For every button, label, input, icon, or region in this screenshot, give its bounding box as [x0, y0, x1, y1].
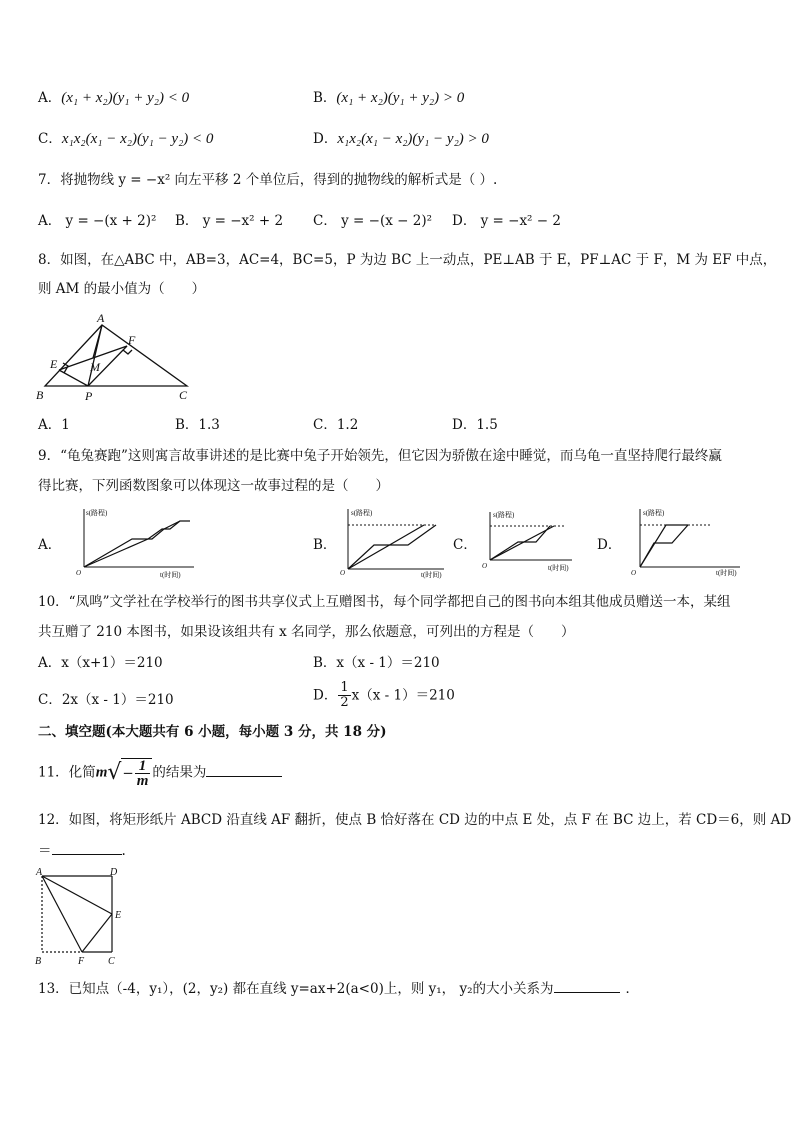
q9-line1: 9．“龟兔赛跑”这则寓言故事讲述的是比赛中兔子开始领先，但它因为骄傲在途中睡觉，而乌龟一直坚持爬行最终赢	[38, 448, 722, 464]
q6-option-a-label: A．	[38, 90, 62, 106]
q8-option-c: C．1.2	[313, 417, 359, 433]
label-e: E	[115, 910, 122, 921]
q6-option-c-expr: x₁x₂(x₁ − x₂)(y₁ − y₂) < 0	[61, 131, 214, 147]
label-f: F	[128, 333, 136, 347]
graph-a-xlabel: t(时间)	[160, 571, 181, 579]
q8-line1: 8．如图，在△ABC 中，AB=3，AC=4，BC=5，P 为边 BC 上一动点，PE⊥AB 于 E，PF⊥AC 于 F，M 为 EF 中点，	[38, 252, 777, 268]
q12-rectangle-figure	[32, 866, 132, 968]
q6-option-c	[38, 129, 213, 149]
label-e: E	[50, 357, 58, 371]
graph-c-origin: O	[482, 562, 488, 570]
q11-m: m	[95, 764, 108, 781]
q11-fraction	[135, 759, 151, 788]
q13-text: 13．已知点（-4，y₁），(2，y₂) 都在直线 y=ax+2(a<0)上，则 y₁， y₂的大小关系为	[38, 981, 554, 997]
sqrt-radicand	[121, 758, 152, 788]
q12-line2-suffix: .	[121, 843, 126, 859]
graph-d-xlabel: t(时间)	[716, 569, 737, 577]
label-d: D	[110, 867, 118, 878]
q10-option-b: B．x（x - 1）＝210	[313, 655, 440, 671]
fraction-numerator: 1	[340, 680, 349, 695]
q10-option-d	[313, 681, 455, 710]
q9-graph-a	[72, 505, 202, 580]
q8-triangle-figure	[30, 308, 200, 404]
q10-option-c: C．2x（x - 1）＝210	[38, 692, 174, 708]
q9-option-a-label: A．	[38, 537, 62, 553]
graph-b-origin: O	[340, 569, 346, 577]
q12-line2	[38, 840, 126, 861]
label-f: F	[78, 956, 85, 967]
label-m: M	[90, 360, 100, 374]
graph-d-ylabel: s(路程)	[643, 509, 665, 517]
sqrt-sign: √	[107, 760, 122, 785]
q11-answer-blank[interactable]	[206, 762, 282, 777]
q9-option-c-label: C．	[453, 537, 477, 553]
triangle-abc	[45, 325, 187, 386]
label-c: C	[108, 956, 115, 967]
right-angle-f	[123, 350, 132, 354]
q11-neg: −	[122, 765, 134, 782]
q13-answer-blank[interactable]	[554, 978, 620, 993]
q11-prefix: 11．化简	[38, 764, 96, 781]
label-b: B	[36, 388, 44, 402]
graph-c-ylabel: s(路程)	[493, 511, 515, 519]
q11	[38, 758, 282, 788]
q8-line2: 则 AM 的最小值为（ ）	[38, 281, 206, 297]
graph-a-origin: O	[76, 569, 82, 577]
q7-option-b: B． y = −x² + 2	[175, 213, 284, 229]
q11-suffix: 的结果为	[152, 764, 207, 781]
fraction-numerator: 1	[135, 759, 151, 774]
q10-option-a: A．x（x+1）＝210	[38, 655, 163, 671]
q6-option-b-expr: (x₁ + x₂)(y₁ + y₂) > 0	[336, 90, 465, 106]
fraction-denominator: m	[136, 773, 149, 789]
q7-option-a: A． y = −(x + 2)²	[38, 213, 157, 229]
segment-pe	[59, 370, 88, 386]
q6-option-d-label: D．	[313, 131, 338, 147]
graph-c-xlabel: t(时间)	[548, 564, 569, 572]
q8-option-a: A．1	[38, 417, 70, 433]
q12-answer-blank[interactable]	[52, 840, 122, 855]
q10-option-d-label: D．	[313, 687, 338, 704]
graph-d-origin: O	[631, 569, 637, 577]
q9-option-b-label: B．	[313, 537, 337, 553]
q10-line1: 10．“凤鸣”文学社在学校举行的图书共享仪式上互赠图书，每个同学都把自己的图书向本组其他成员赠送一本，某组	[38, 594, 731, 610]
q8-option-b: B．1.3	[175, 417, 220, 433]
segment-fe	[82, 914, 112, 952]
graph-a-ylabel: s(路程)	[86, 509, 108, 517]
label-b: B	[35, 956, 42, 967]
q9-graph-b	[336, 505, 451, 580]
q9-option-d-label: D．	[597, 537, 622, 553]
q7-option-d: D． y = −x² − 2	[452, 213, 561, 229]
q8-option-d: D．1.5	[452, 417, 498, 433]
q6-option-b-label: B．	[313, 90, 337, 106]
q6-option-a	[38, 88, 189, 108]
q13-end: ．	[625, 981, 640, 997]
graph-b-xlabel: t(时间)	[421, 571, 442, 579]
fraction-denominator: 2	[340, 695, 349, 710]
q9-line2: 得比赛，下列函数图象可以体现这一故事过程的是（ ）	[38, 478, 389, 494]
q10-option-d-rest: x（x - 1）＝210	[351, 687, 455, 704]
q6-option-b	[313, 88, 464, 108]
q7-option-c: C． y = −(x − 2)²	[313, 213, 432, 229]
label-p: P	[85, 389, 93, 403]
q7-stem: 7．将抛物线 y = −x² 向左平移 2 个单位后，得到的抛物线的解析式是（ ）.	[38, 172, 498, 188]
q10-line2: 共互赠了 210 本图书，如果设该组共有 x 名同学，那么依题意，可列出的方程是（ ）	[38, 624, 575, 640]
section-heading: 二、填空题(本大题共有 6 小题，每小题 3 分，共 18 分)	[38, 724, 387, 740]
q6-option-a-expr: (x₁ + x₂)(y₁ + y₂) < 0	[61, 90, 190, 106]
q12-line2-prefix: ＝	[38, 843, 52, 859]
q13	[38, 978, 639, 999]
q12-line1: 12．如图，将矩形纸片 ABCD 沿直线 AF 翻折，使点 B 恰好落在 CD 边的中点 E 处，点 F 在 BC 边上，若 CD＝6，则 AD	[38, 812, 792, 828]
q6-option-c-label: C．	[38, 131, 62, 147]
q6-option-d-expr: x₁x₂(x₁ − x₂)(y₁ − y₂) > 0	[337, 131, 489, 147]
graph-b-ylabel: s(路程)	[351, 509, 373, 517]
q6-option-d	[313, 129, 489, 149]
q9-graph-c	[480, 508, 580, 578]
label-a: A	[97, 311, 105, 325]
label-c: C	[179, 388, 188, 402]
q9-graph-d	[628, 505, 748, 580]
q10-fraction	[338, 681, 350, 710]
label-a: A	[36, 867, 43, 878]
